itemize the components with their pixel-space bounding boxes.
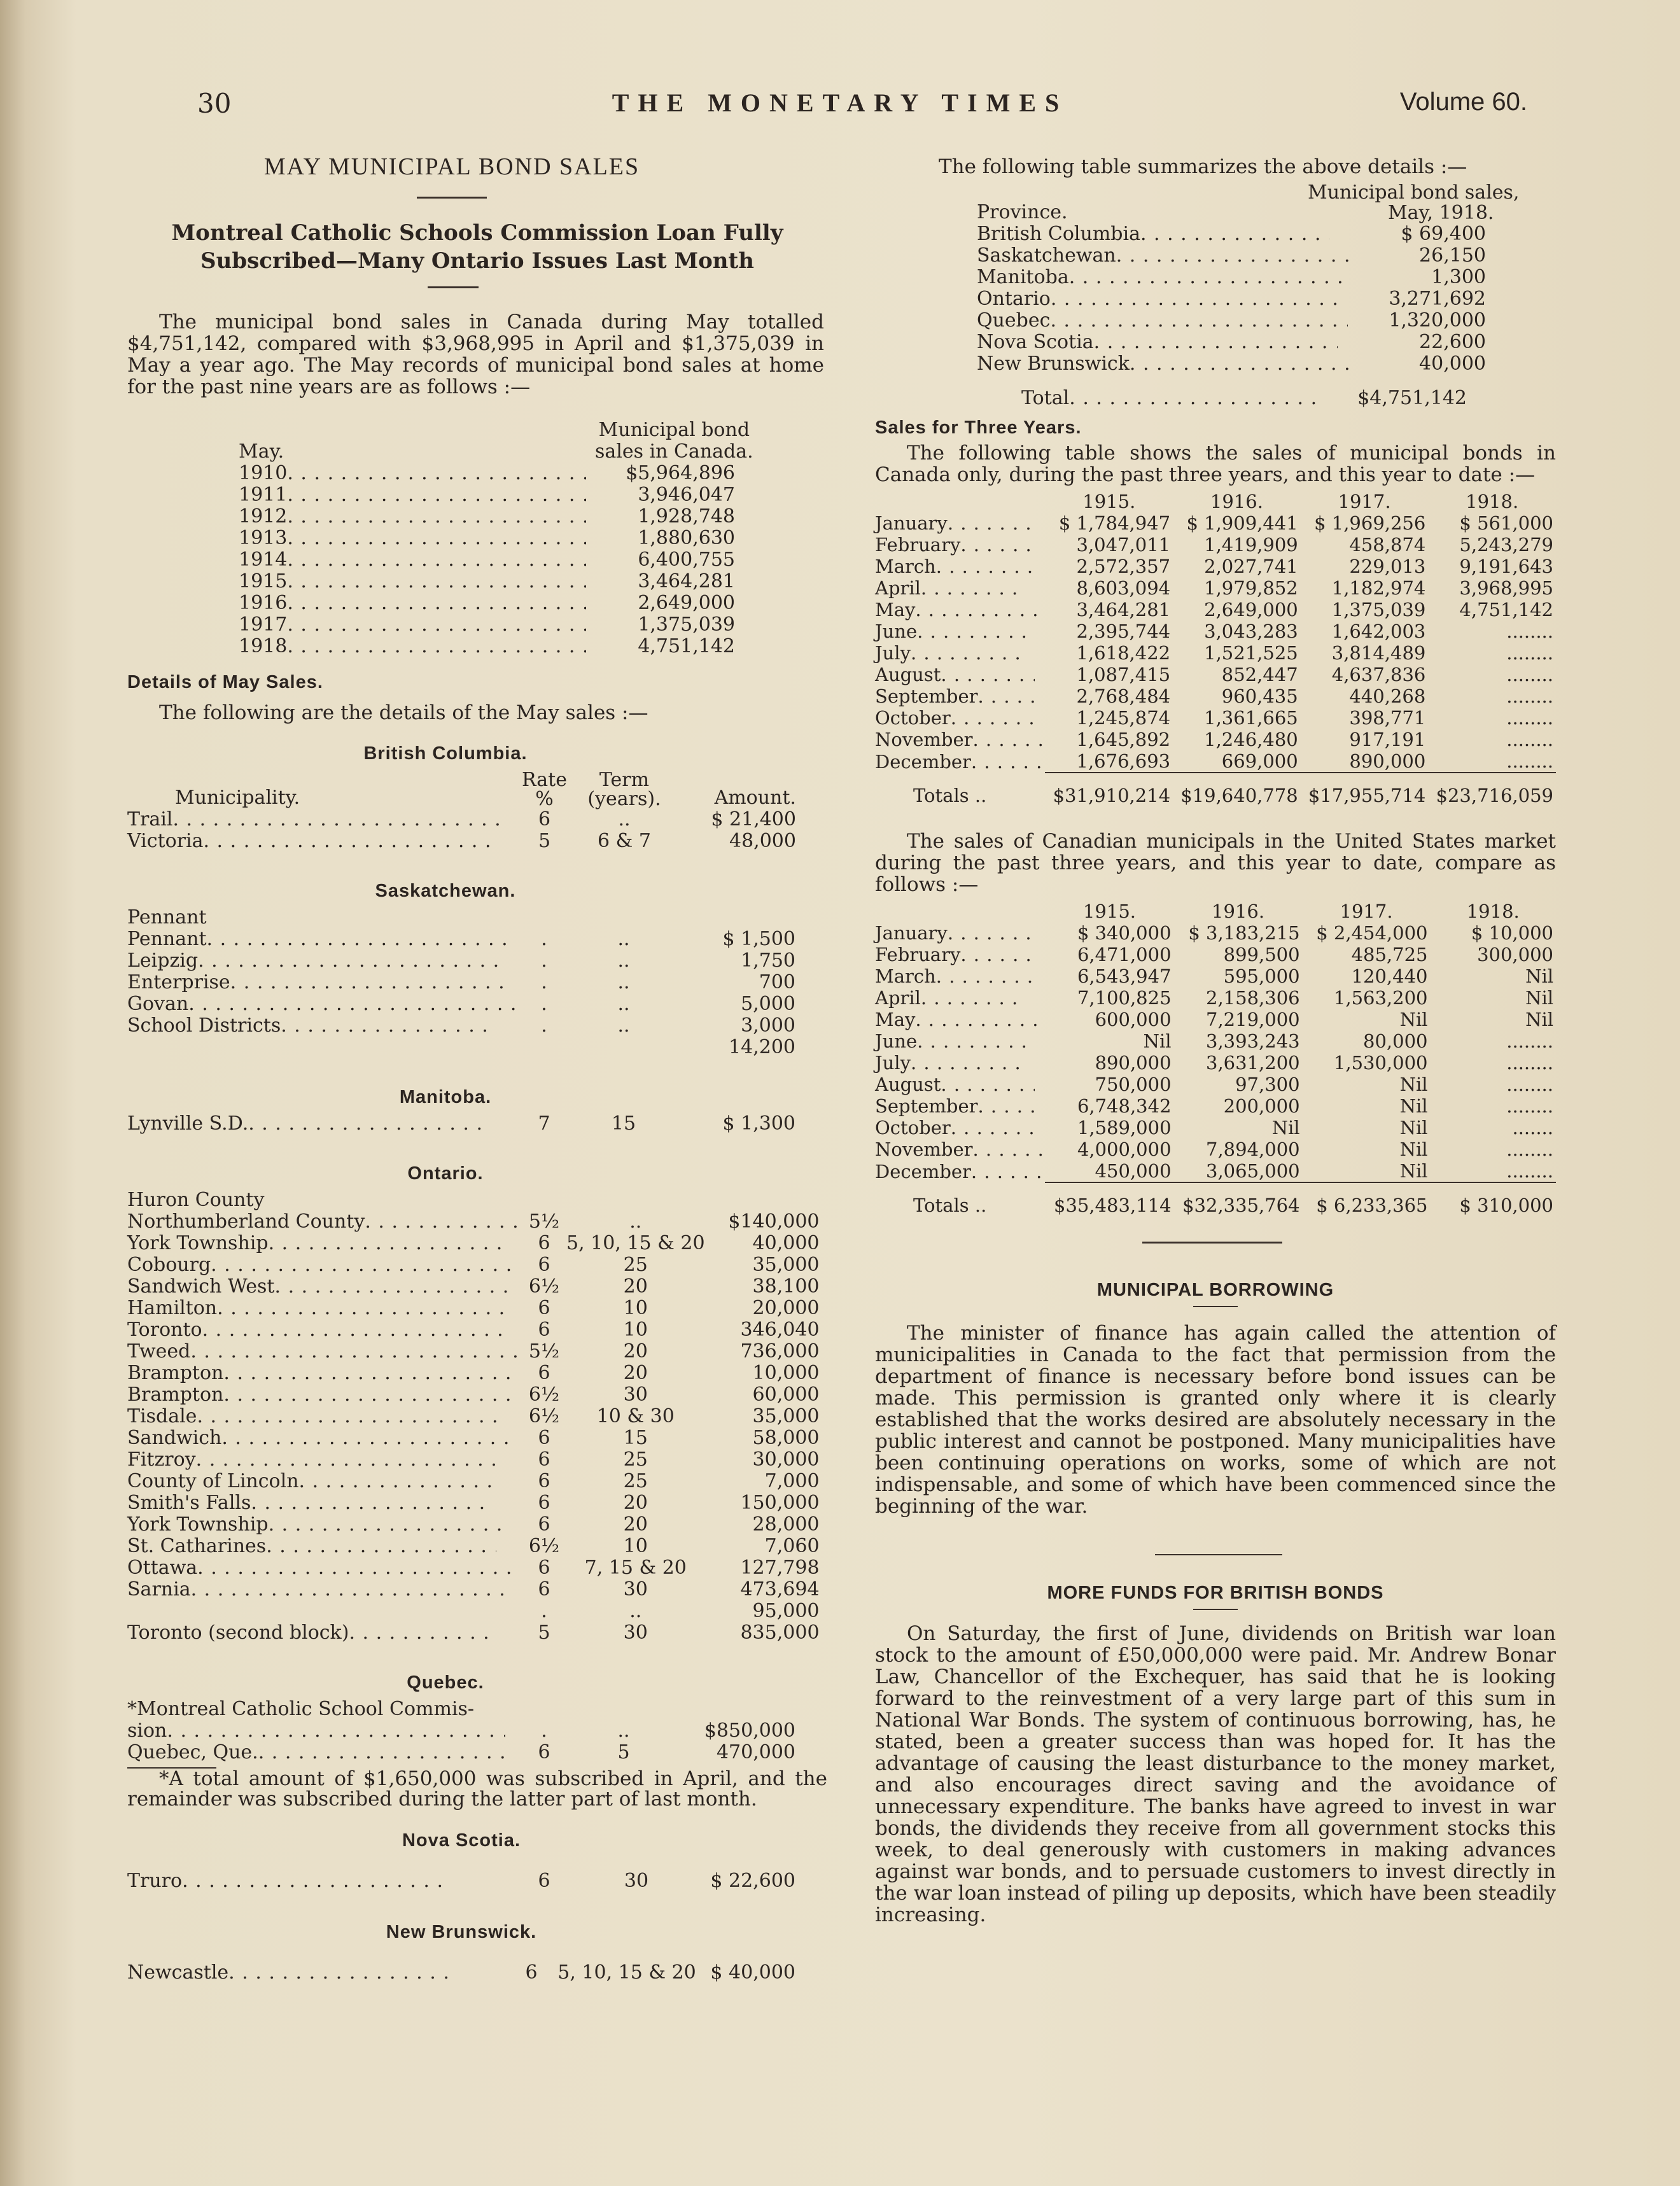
- table-row: York Township. . . 6 20 28,000: [127, 1514, 820, 1536]
- table-row: Brampton. . . 6 20 10,000: [127, 1363, 820, 1384]
- year-header: 1915.: [1082, 900, 1137, 922]
- table-row: July. . . 890,000 3,631,200 1,530,000 ........: [875, 1052, 1556, 1074]
- table-row: Toronto. . . 6 10 346,040: [127, 1319, 820, 1341]
- three-years-heading: Sales for Three Years.: [875, 417, 1082, 438]
- section-rule-2: [1155, 1554, 1282, 1555]
- table-row: March. . . 6,543,947 595,000 120,440 Nil: [875, 965, 1556, 987]
- totals-row: Totals .. $31,910,214 $19,640,778 $17,955,714 $23,716,059: [913, 785, 1553, 806]
- summary-intro: The following table summarizes the above details :—: [939, 155, 1467, 178]
- table-row: Smith's Falls. . . 6 20 150,000: [127, 1492, 820, 1514]
- table-row: York Township. . . 6 5, 10, 15 & 20 40,000: [127, 1233, 820, 1254]
- nova-scotia-table: [127, 1870, 795, 1892]
- table-row: August. . . 750,000 97,300 Nil ........: [875, 1074, 1556, 1095]
- province-heading: Manitoba.: [399, 1087, 492, 1107]
- volume-label: Volume 60.: [1399, 88, 1527, 116]
- totals-row: Totals .. $35,483,114 $32,335,764 $ 6,233,365 $ 310,000: [913, 1195, 1553, 1216]
- table-row: 1916. . . 2,649,000: [239, 592, 735, 614]
- totals-rule: [875, 1182, 1556, 1195]
- table-row: 1911. . . 3,946,047: [239, 484, 735, 506]
- table-row: Total. . . $4,751,142: [1021, 388, 1467, 409]
- table-row: Victoria. . . 5 6 & 7 48,000: [127, 830, 796, 852]
- table-row: 1918. . . 4,751,142: [239, 636, 735, 657]
- year-header: 1917.: [1338, 491, 1391, 512]
- table-row: 1915. . . 3,464,281: [239, 571, 735, 592]
- table-row: Cobourg. . . 6 25 35,000: [127, 1254, 820, 1276]
- table-row: Lynville S.D.. . . 7 15 $ 1,300: [127, 1113, 795, 1135]
- section-rule: [1142, 1242, 1282, 1244]
- table-row: September. . . 6,748,342 200,000 Nil ........: [875, 1095, 1556, 1117]
- province-table: [127, 1113, 795, 1135]
- table-row: British Columbia. . . $ 69,400: [977, 223, 1486, 245]
- history-rows: [239, 463, 735, 657]
- table-row: January. . . $ 1,784,947 $ 1,909,441 $ 1,969,256 $ 561,000: [875, 512, 1556, 534]
- table-row: Quebec. . . 1,320,000: [977, 310, 1486, 332]
- table-row: May. . . 600,000 7,219,000 Nil Nil: [875, 1009, 1556, 1030]
- table-row: November. . . 4,000,000 7,894,000 Nil ........: [875, 1139, 1556, 1160]
- year-header: 1918.: [1466, 491, 1519, 512]
- province-table: [127, 1699, 795, 1763]
- table-row: Ottawa. . . 6 7, 15 & 20 127,798: [127, 1557, 820, 1579]
- year-header: 1915.: [1082, 491, 1136, 512]
- details-intro: The following are the details of the May sales :—: [159, 701, 648, 724]
- table-row: January. . . $ 340,000 $ 3,183,215 $ 2,454,000 $ 10,000: [875, 922, 1556, 944]
- table-row: 1917. . . 1,375,039: [239, 614, 735, 636]
- summary-rows: [977, 223, 1486, 375]
- table-row: July. . . 1,618,422 1,521,525 3,814,489 ........: [875, 642, 1556, 664]
- funds-rule: [1193, 1609, 1238, 1610]
- table-row: February. . . 3,047,011 1,419,909 458,874 5,243,279: [875, 534, 1556, 556]
- table-row: December. . . 450,000 3,065,000 Nil ........: [875, 1160, 1556, 1182]
- table-row: *Montreal Catholic School Commis-: [127, 1698, 475, 1720]
- table-row: Trail. . . 6 .. $ 21,400: [127, 809, 796, 830]
- table-row: April. . . 7,100,825 2,158,306 1,563,200 Nil: [875, 987, 1556, 1009]
- table-row: 14,200: [729, 1036, 795, 1058]
- subtitle-rule: [428, 286, 479, 288]
- table-row: Leipzig. . . . .. 1,750: [127, 950, 795, 972]
- table-row: Newcastle. . . 6 5, 10, 15 & 20 $ 40,000: [127, 1962, 795, 1984]
- column-headers: Municipality. Rate % Term (years). Amount.: [175, 769, 796, 810]
- table-row: Huron County: [127, 1189, 265, 1211]
- table-row: December. . . 1,676,693 669,000 890,000 ........: [875, 750, 1556, 773]
- table-row: February. . . 6,471,000 899,500 485,725 300,000: [875, 944, 1556, 965]
- table-row: Saskatchewan. . . 26,150: [977, 245, 1486, 267]
- new-brunswick-heading: New Brunswick.: [386, 1922, 537, 1942]
- right-column: [875, 156, 1556, 1926]
- year-header: 1918.: [1466, 900, 1520, 922]
- province-heading: British Columbia.: [363, 743, 528, 764]
- summary-total: [1021, 388, 1467, 409]
- table-row: Govan. . . . .. 5,000: [127, 993, 795, 1015]
- table-row: Manitoba. . . 1,300: [977, 267, 1486, 288]
- footnote: *A total amount of $1,650,000 was subscribed in April, and the remainder was subscribed during the latter part of last month.: [127, 1767, 827, 1811]
- publication-title: THE MONETARY TIMES: [612, 88, 1068, 117]
- table-row: Truro. . . 6 30 $ 22,600: [127, 1870, 795, 1892]
- table-row: Pennant: [127, 906, 207, 928]
- table-row: Pennant. . . . .. $ 1,500: [127, 928, 795, 950]
- table-row: October. . . 1,589,000 Nil Nil .......: [875, 1117, 1556, 1139]
- table-row: Nova Scotia. . . 22,600: [977, 332, 1486, 353]
- year-headers: [875, 491, 1556, 512]
- table-row: 1910. . . $5,964,896: [239, 463, 735, 484]
- table-row: Hamilton. . . 6 10 20,000: [127, 1298, 820, 1319]
- borrowing-rule: [1193, 1306, 1238, 1307]
- table-row: Toronto (second block). . . 5 30 835,000: [127, 1622, 820, 1644]
- history-table: [239, 419, 753, 463]
- us-sales-table: [875, 900, 1556, 1216]
- intro-paragraph: The municipal bond sales in Canada during May totalled $4,751,142, compared with $3,968,995 in April and $1,375,039 in May a year ago. The May records of municipal bond sales at home for the past nine years are as follows :—: [127, 311, 824, 398]
- table-row: Ontario. . . 3,271,692: [977, 288, 1486, 310]
- table-row: New Brunswick. . . 40,000: [977, 353, 1486, 375]
- table-row: August. . . 1,087,415 852,447 4,637,836 ........: [875, 664, 1556, 685]
- details-heading: Details of May Sales.: [127, 672, 323, 692]
- summary-header: [977, 183, 1519, 223]
- table-row: 1913. . . 1,880,630: [239, 528, 735, 549]
- table-row: Sandwich. . . 6 15 58,000: [127, 1427, 820, 1449]
- table-row: June. . . 2,395,744 3,043,283 1,642,003 ........: [875, 620, 1556, 642]
- province-heading: Quebec.: [407, 1672, 484, 1693]
- summary-col-amount: Municipal bond sales, May, 1918.: [1308, 181, 1520, 224]
- year-header: 1916.: [1212, 900, 1265, 922]
- borrowing-text: The minister of finance has again called the attention of municipalities in Canada to the fact that permission from the department of finance is necessary before bond issues can be made. This permission is granted only where it is clearly established that the works desired are absolutely necessary in the public interest and cannot be postponed. Many municipalities have been continuing operations on works, some of which are not indispensable, and some of which have been commenced since the beginning of the war.: [875, 1322, 1556, 1518]
- province-sections: [127, 743, 827, 1763]
- province-heading: Ontario.: [407, 1163, 484, 1184]
- funds-title: MORE FUNDS FOR BRITISH BONDS: [1047, 1583, 1384, 1603]
- table-row: Fitzroy. . . 6 25 30,000: [127, 1449, 820, 1471]
- nova-scotia-heading: Nova Scotia.: [402, 1830, 521, 1851]
- year-header: 1917.: [1340, 900, 1393, 922]
- table-row: . .. 95,000: [541, 1600, 820, 1622]
- table-row: Tweed. . . 5½ 20 736,000: [127, 1341, 820, 1363]
- article-title: MAY MUNICIPAL BOND SALES: [263, 153, 640, 180]
- table-row: School Districts. . . . .. 3,000: [127, 1015, 795, 1037]
- table-row: 1912. . . 1,928,748: [239, 506, 735, 528]
- table-row: Tisdale. . . 6½ 10 & 30 35,000: [127, 1406, 820, 1427]
- totals-rule: [875, 773, 1556, 785]
- year-headers: [875, 900, 1556, 922]
- table-row: Enterprise. . . . .. 700: [127, 972, 795, 993]
- history-col-amount: Municipal bond sales in Canada.: [595, 419, 753, 463]
- funds-text: On Saturday, the first of June, dividends on British war loan stock to the amount of £50,000,000 were paid. Mr. Andrew Bonar Law, Chancellor of the Exchequer, has said that he is looking forward to the reinvestment of a very large part of this sum in National War Bonds. The system of continuous borrowing, has, he stated, been a greater success than was hoped for. It has the advantage of causing the least disturbance to the money market, and also encourages direct saving and the avoidance of unnecessary expenditure. The banks have agreed to invest in war bonds, the dividends they receive from all government stocks this week, to deal generously with customers in making advances against war bonds, and to persuade customers to invest directly in the war loan instead of piling up deposits, which have been steadily increasing.: [875, 1622, 1556, 1926]
- new-brunswick-table: [127, 1962, 795, 1984]
- year-header: 1916.: [1210, 491, 1263, 512]
- table-row: sion. . . . .. $850,000: [127, 1720, 795, 1742]
- table-row: Northumberland County. . . 5½ .. $140,000: [127, 1211, 820, 1233]
- history-col-year: May.: [239, 440, 284, 463]
- table-row: 1914. . . 6,400,755: [239, 549, 735, 571]
- table-row: June. . . Nil 3,393,243 80,000 ........: [875, 1030, 1556, 1052]
- province-table: [127, 907, 795, 1058]
- title-rule: [417, 197, 487, 199]
- table-row: County of Lincoln. . . 6 25 7,000: [127, 1471, 820, 1492]
- province-table: [127, 1189, 820, 1644]
- page-number: 30: [197, 88, 232, 119]
- table-row: Sandwich West. . . 6½ 20 38,100: [127, 1276, 820, 1298]
- table-row: April. . . 8,603,094 1,979,852 1,182,974 3,968,995: [875, 577, 1556, 599]
- article-subtitle: Montreal Catholic Schools Commission Loan Fully Subscribed—Many Ontario Issues Last Month: [171, 220, 783, 274]
- province-heading: Saskatchewan.: [375, 881, 516, 901]
- table-row: St. Catharines. . . 6½ 10 7,060: [127, 1536, 820, 1557]
- us-intro: The sales of Canadian municipals in the United States market during the past three years, and this year to date, compare as follows :—: [875, 830, 1556, 896]
- table-row: Quebec, Que.. . . 6 5 470,000: [127, 1742, 795, 1763]
- table-row: November. . . 1,645,892 1,246,480 917,191 ........: [875, 729, 1556, 750]
- borrowing-title: MUNICIPAL BORROWING: [1096, 1280, 1334, 1300]
- canada-sales-table: [875, 491, 1556, 806]
- table-row: September. . . 2,768,484 960,435 440,268 ........: [875, 685, 1556, 707]
- table-row: Brampton. . . 6½ 30 60,000: [127, 1384, 820, 1406]
- province-table: [127, 771, 796, 852]
- summary-col-province: Province.: [977, 201, 1068, 223]
- left-column: [127, 153, 827, 1984]
- table-row: Sarnia. . . 6 30 473,694: [127, 1579, 820, 1601]
- table-row: March. . . 2,572,357 2,027,741 229,013 9,191,643: [875, 556, 1556, 577]
- table-row: May. . . 3,464,281 2,649,000 1,375,039 4,751,142: [875, 599, 1556, 620]
- three-years-intro: The following table shows the sales of municipal bonds in Canada only, during the past three years, and this year to date :—: [875, 442, 1556, 486]
- table-row: October. . . 1,245,874 1,361,665 398,771 ........: [875, 707, 1556, 729]
